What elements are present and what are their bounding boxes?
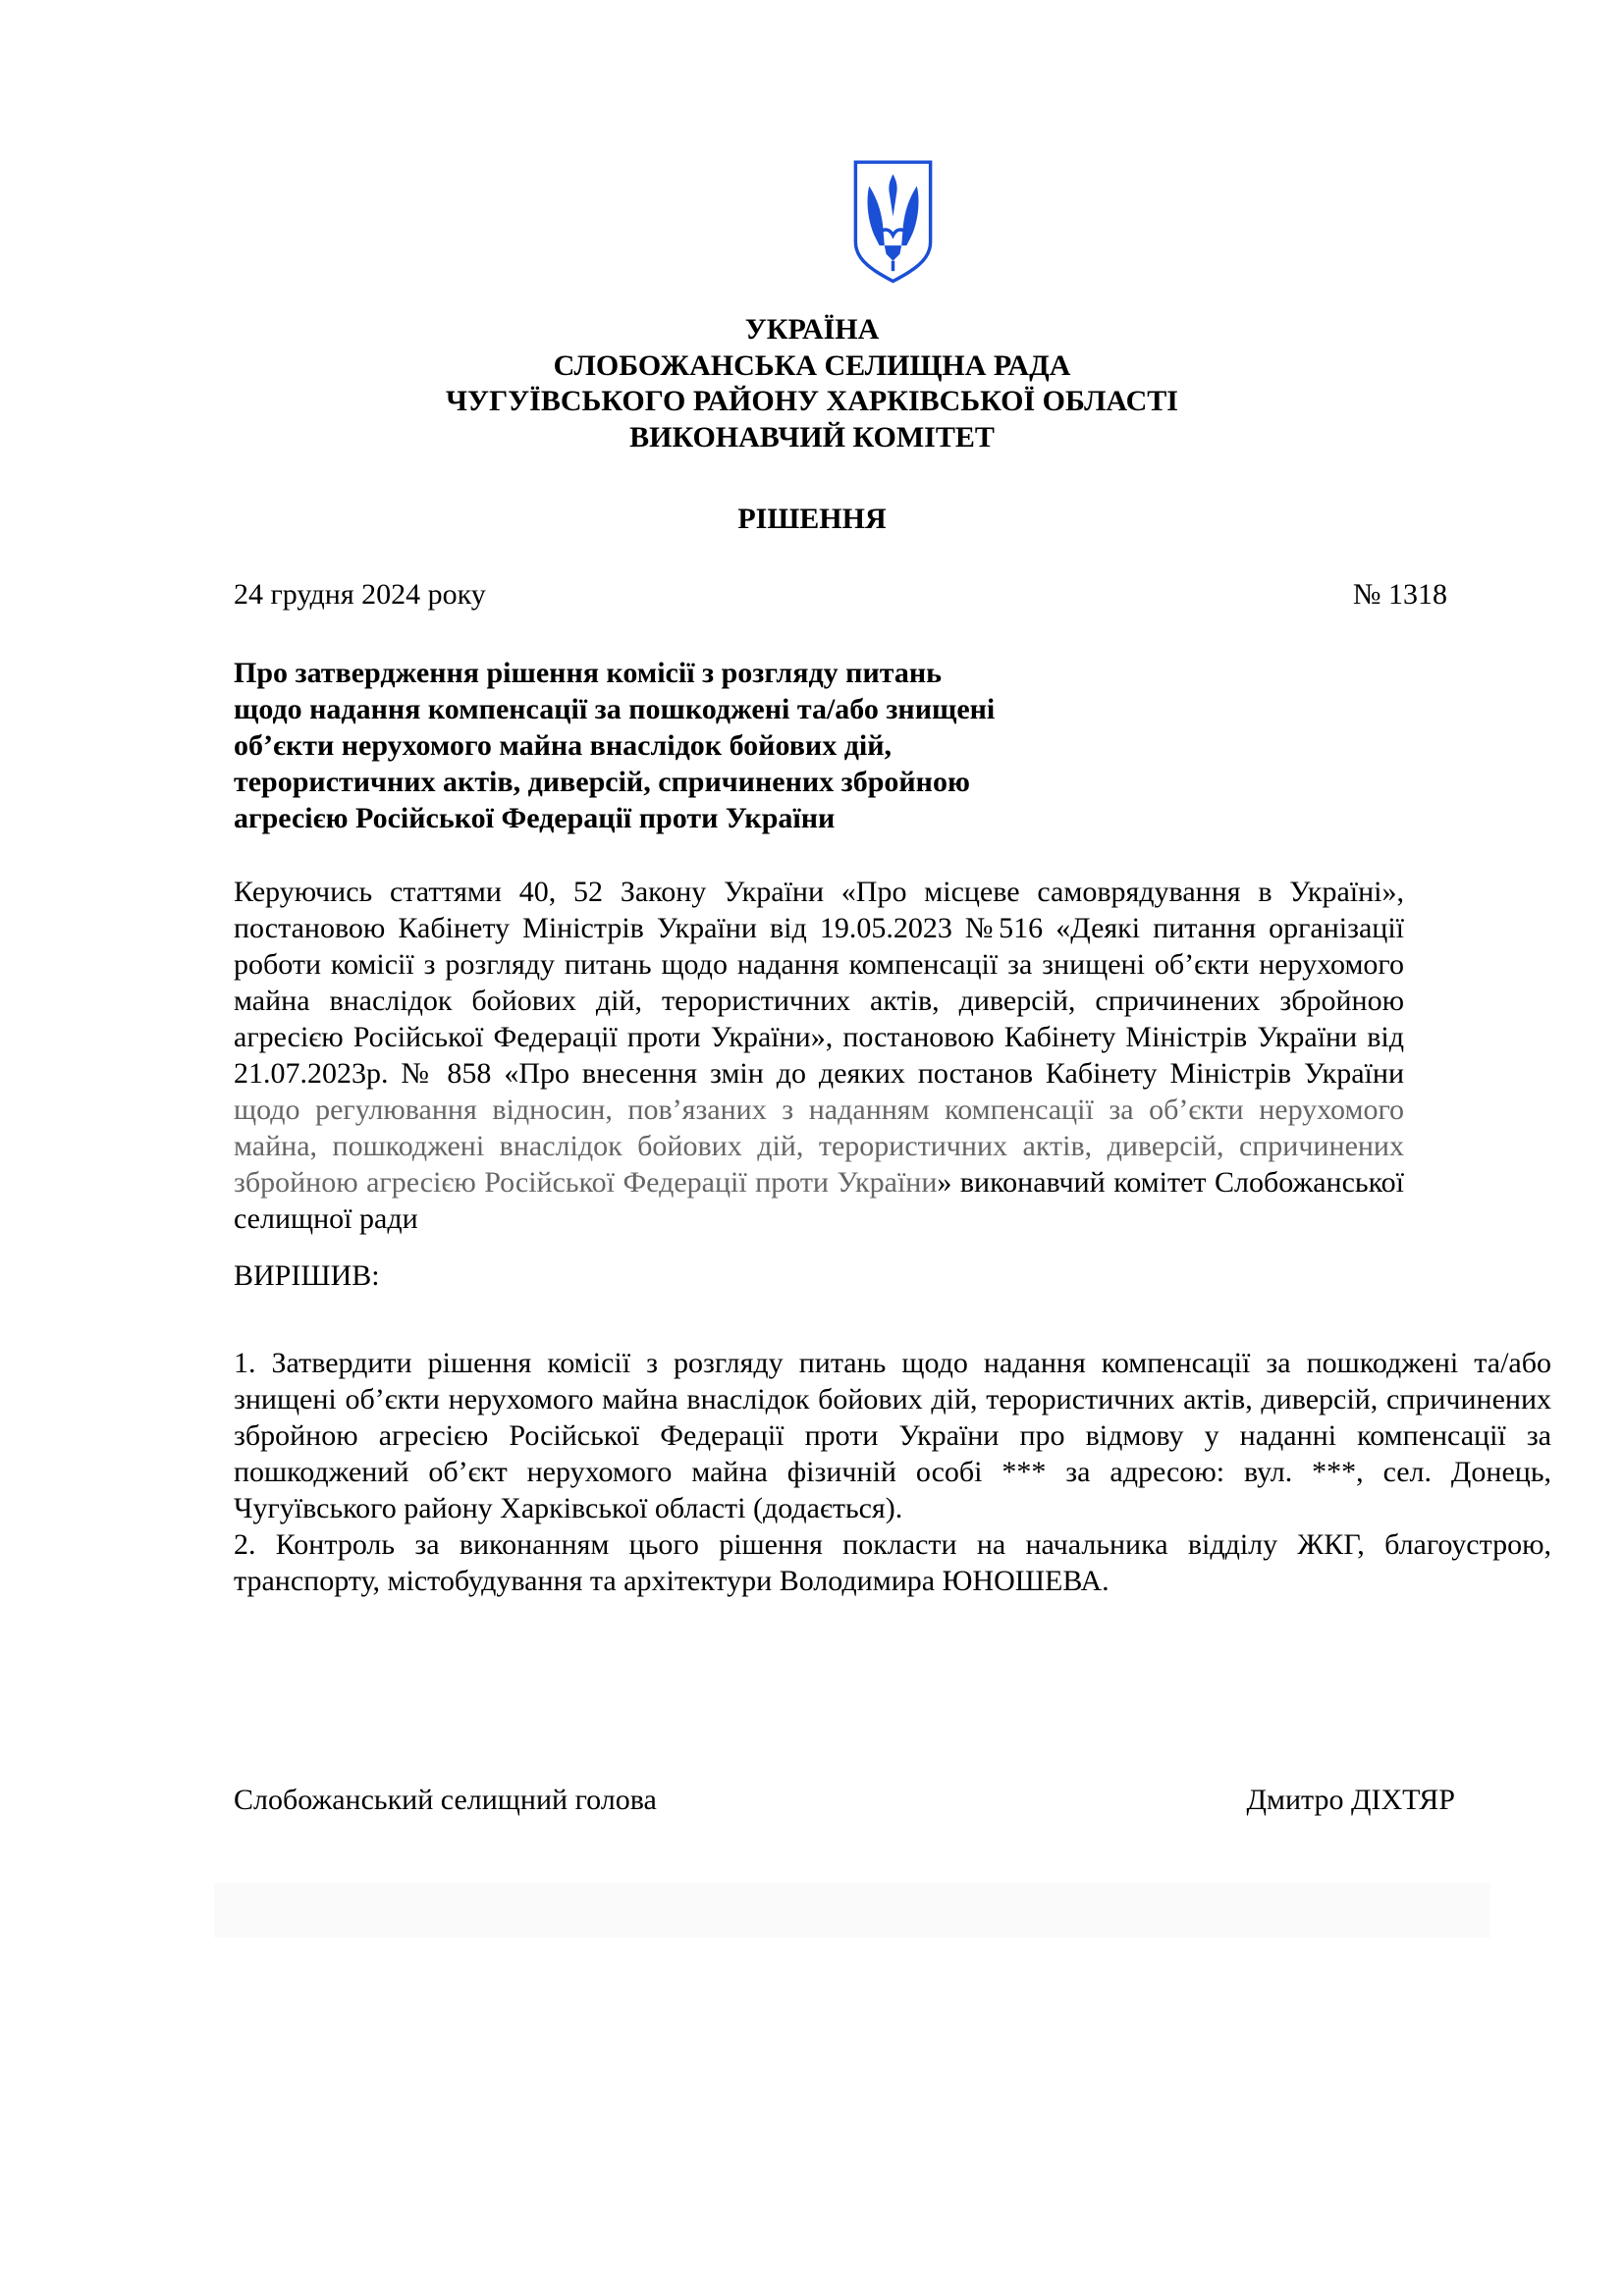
- document-number: № 1318: [1352, 578, 1447, 611]
- header-country: УКРАЇНА: [744, 313, 880, 346]
- subject-line: об’єкти нерухомого майна внаслідок бойових дій,: [234, 729, 893, 762]
- subject-line: Про затвердження рішення комісії з розгляду питань: [234, 657, 942, 689]
- preamble-text-grey: щодо регулювання відносин, пов’язаних з наданням компенсації за об’єкти нерухомого майна, пошкоджені внаслідок бойових дій, терористичних актів, диверсій, спричинених збройною агресією Російської Федерації проти України: [234, 1094, 1404, 1199]
- signatory-title: Слобожанський селищний голова: [234, 1784, 657, 1816]
- preamble-text-end: » виконавчий комітет Слобожанської селищної ради: [234, 1166, 1404, 1235]
- decision-point-2: 2. Контроль за виконанням цього рішення покласти на начальника відділу ЖКГ, благоустрою, транспорту, містобудування та архітектури Володимира ЮНОШЕВА.: [234, 1528, 1551, 1597]
- preamble-text-main: Керуючись статтями 40, 52 Закону України «Про місцеве самоврядування в Україні», постановою Кабінету Міністрів України від 19.05.2023 №516 «Деякі питання організації роботи комісії з розгляду питань щодо надання компенсації за знищені об’єкти нерухомого майна внаслідок бойових дій, терористичних актів, диверсій, спричинених збройною агресією Російської Федерації проти України», постановою Кабінету Міністрів України від 21.07.2023р. № 858 «Про внесення змін до деяких постанов Кабінету Міністрів України: [234, 876, 1404, 1090]
- header-district: ЧУГУЇВСЬКОГО РАЙОНУ ХАРКІВСЬКОЇ ОБЛАСТІ: [446, 385, 1178, 417]
- subject-line: агресією Російської Федерації проти України: [234, 802, 836, 834]
- background-shade: [214, 1883, 1490, 1938]
- document-date: 24 грудня 2024 року: [234, 578, 486, 611]
- preamble-paragraph: [234, 874, 1404, 1237]
- signatory-name: Дмитро ДІХТЯР: [1246, 1784, 1455, 1816]
- subject-line: терористичних актів, диверсій, спричинених збройною: [234, 766, 970, 798]
- document-type-title: РІШЕННЯ: [737, 503, 887, 535]
- header-committee: ВИКОНАВЧИЙ КОМІТЕТ: [629, 421, 995, 454]
- decision-points: [234, 1345, 1551, 1599]
- subject-line: щодо надання компенсації за пошкоджені та/або знищені: [234, 693, 996, 725]
- coat-of-arms-of-ukraine-icon: [850, 157, 936, 285]
- document-subject: [234, 655, 1137, 836]
- resolved-heading: ВИРІШИВ:: [234, 1259, 380, 1292]
- header-council: СЛОБОЖАНСЬКА СЕЛИЩНА РАДА: [553, 349, 1071, 382]
- decision-point-1: 1. Затвердити рішення комісії з розгляду питань щодо надання компенсації за пошкоджені та/або знищені об’єкти нерухомого майна внаслідок бойових дій, терористичних актів, диверсій, спричинених збройною агресією Російської Федерації проти України про відмову у наданні компенсації за пошкоджений об’єкт нерухомого майна фізичній особі *** за адресою: вул. ***, сел. Донець, Чугуївського району Харківської області (додається).: [234, 1347, 1551, 1524]
